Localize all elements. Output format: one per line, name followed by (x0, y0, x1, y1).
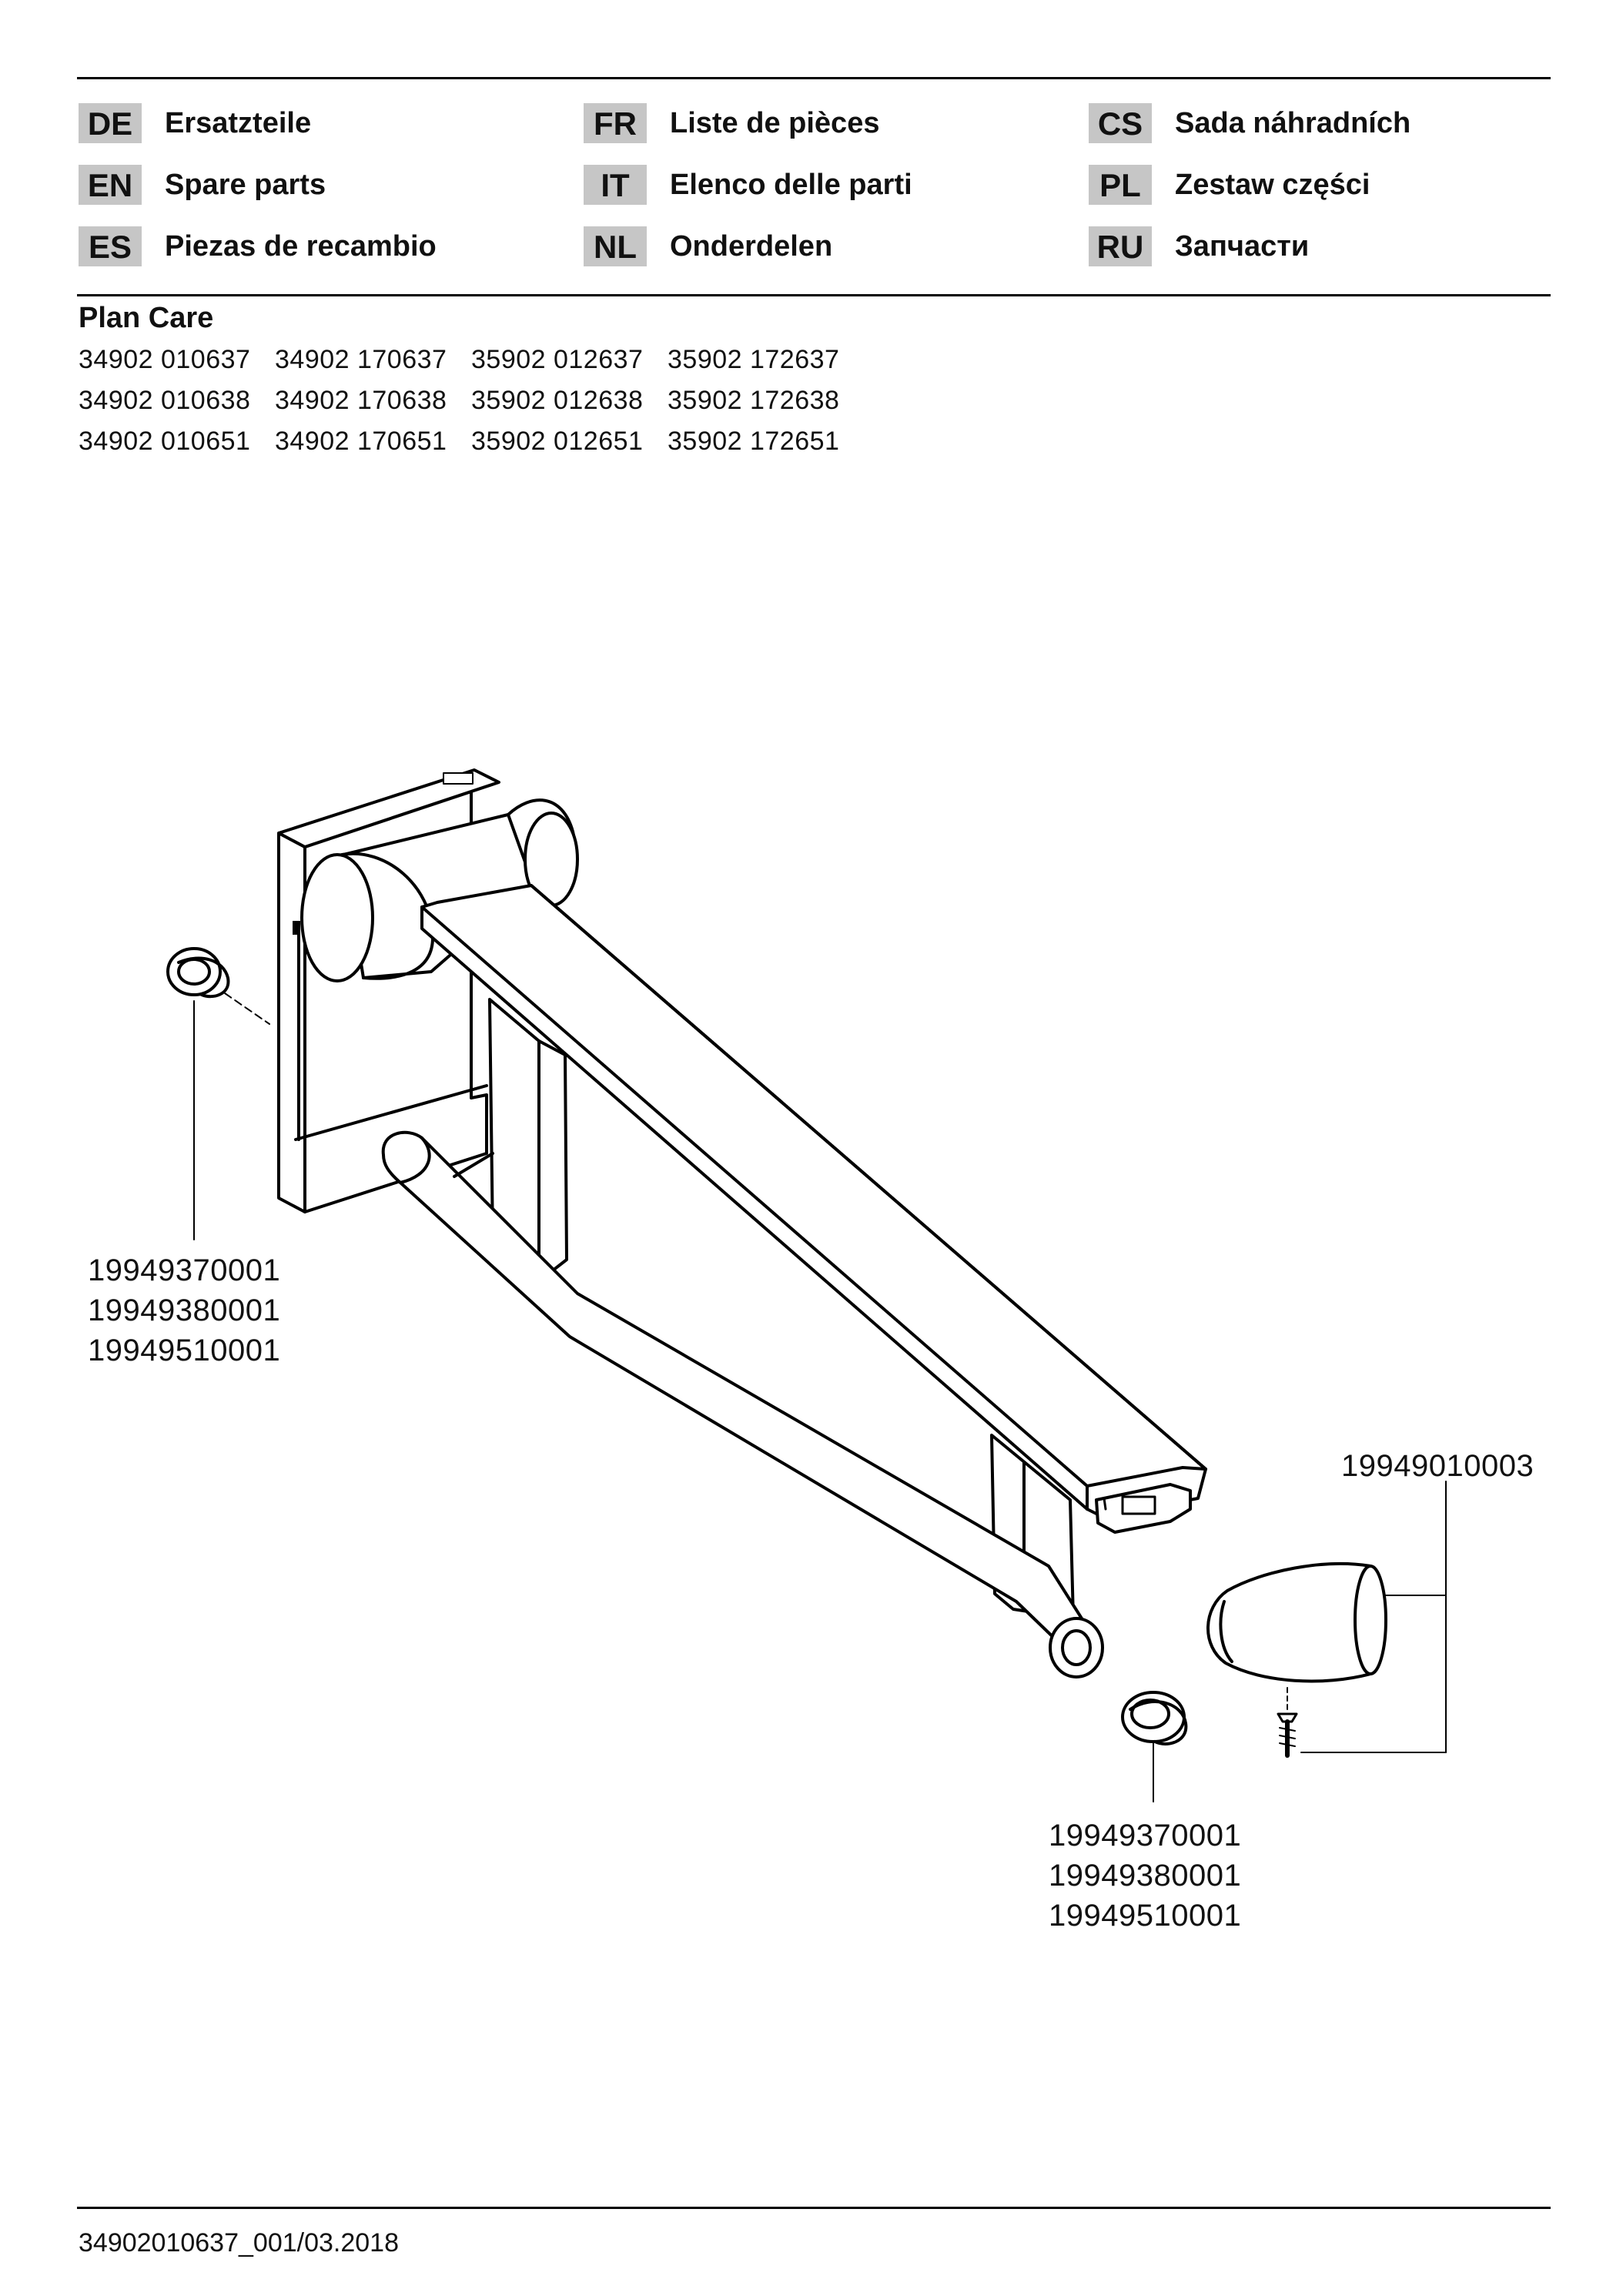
article-number: 35902 172638 (668, 386, 840, 415)
article-number: 35902 172637 (668, 345, 840, 374)
lang-code-badge: FR (584, 103, 647, 143)
left-end-plug (168, 949, 228, 996)
document-number: 34902010637_001/03.2018 (79, 2228, 399, 2258)
article-number: 35902 012637 (471, 345, 644, 374)
handle-end-knob (1208, 1564, 1386, 1681)
article-number: 35902 172651 (668, 427, 840, 456)
lang-code-badge: NL (584, 226, 647, 266)
part-number: 19949370001 (88, 1253, 281, 1287)
lang-code-badge: ES (79, 226, 142, 266)
article-number: 34902 010637 (79, 345, 251, 374)
lang-label: Onderdelen (670, 229, 833, 263)
lang-code-badge: CS (1089, 103, 1152, 143)
article-number: 34902 010638 (79, 386, 251, 415)
lang-label: Liste de pièces (670, 106, 880, 139)
lang-label: Запчасти (1175, 229, 1310, 263)
lang-label: Ersatzteile (165, 106, 312, 139)
lang-label: Elenco delle parti (670, 168, 912, 201)
lang-code-badge: DE (79, 103, 142, 143)
lang-code-badge: IT (584, 165, 647, 205)
lang-code-badge: RU (1089, 226, 1152, 266)
screw (1278, 1688, 1297, 1755)
article-number: 35902 012651 (471, 427, 644, 456)
handle-end-part-number: 19949010003 (1341, 1449, 1534, 1483)
lang-label: Piezas de recambio (165, 229, 437, 263)
article-number: 35902 012638 (471, 386, 644, 415)
lang-code-badge: EN (79, 165, 142, 205)
part-number: 19949370001 (1049, 1819, 1242, 1853)
part-number: 19949510001 (88, 1334, 281, 1367)
part-number: 19949380001 (88, 1294, 281, 1327)
article-number: 34902 010651 (79, 427, 251, 456)
assembly-dash-line (225, 993, 269, 1024)
part-number: 19949510001 (1049, 1899, 1242, 1933)
right-end-plug (1123, 1692, 1186, 1744)
lang-label: Spare parts (165, 168, 326, 201)
lang-label: Sada náhradních (1175, 106, 1411, 139)
lang-code-badge: PL (1089, 165, 1152, 205)
product-title: Plan Care (79, 302, 214, 334)
article-number: 34902 170651 (275, 427, 447, 456)
footer-rule (77, 2207, 1551, 2209)
article-number: 34902 170637 (275, 345, 447, 374)
part-number: 19949380001 (1049, 1859, 1242, 1893)
lang-label: Zestaw części (1175, 168, 1370, 201)
article-number: 34902 170638 (275, 386, 447, 415)
